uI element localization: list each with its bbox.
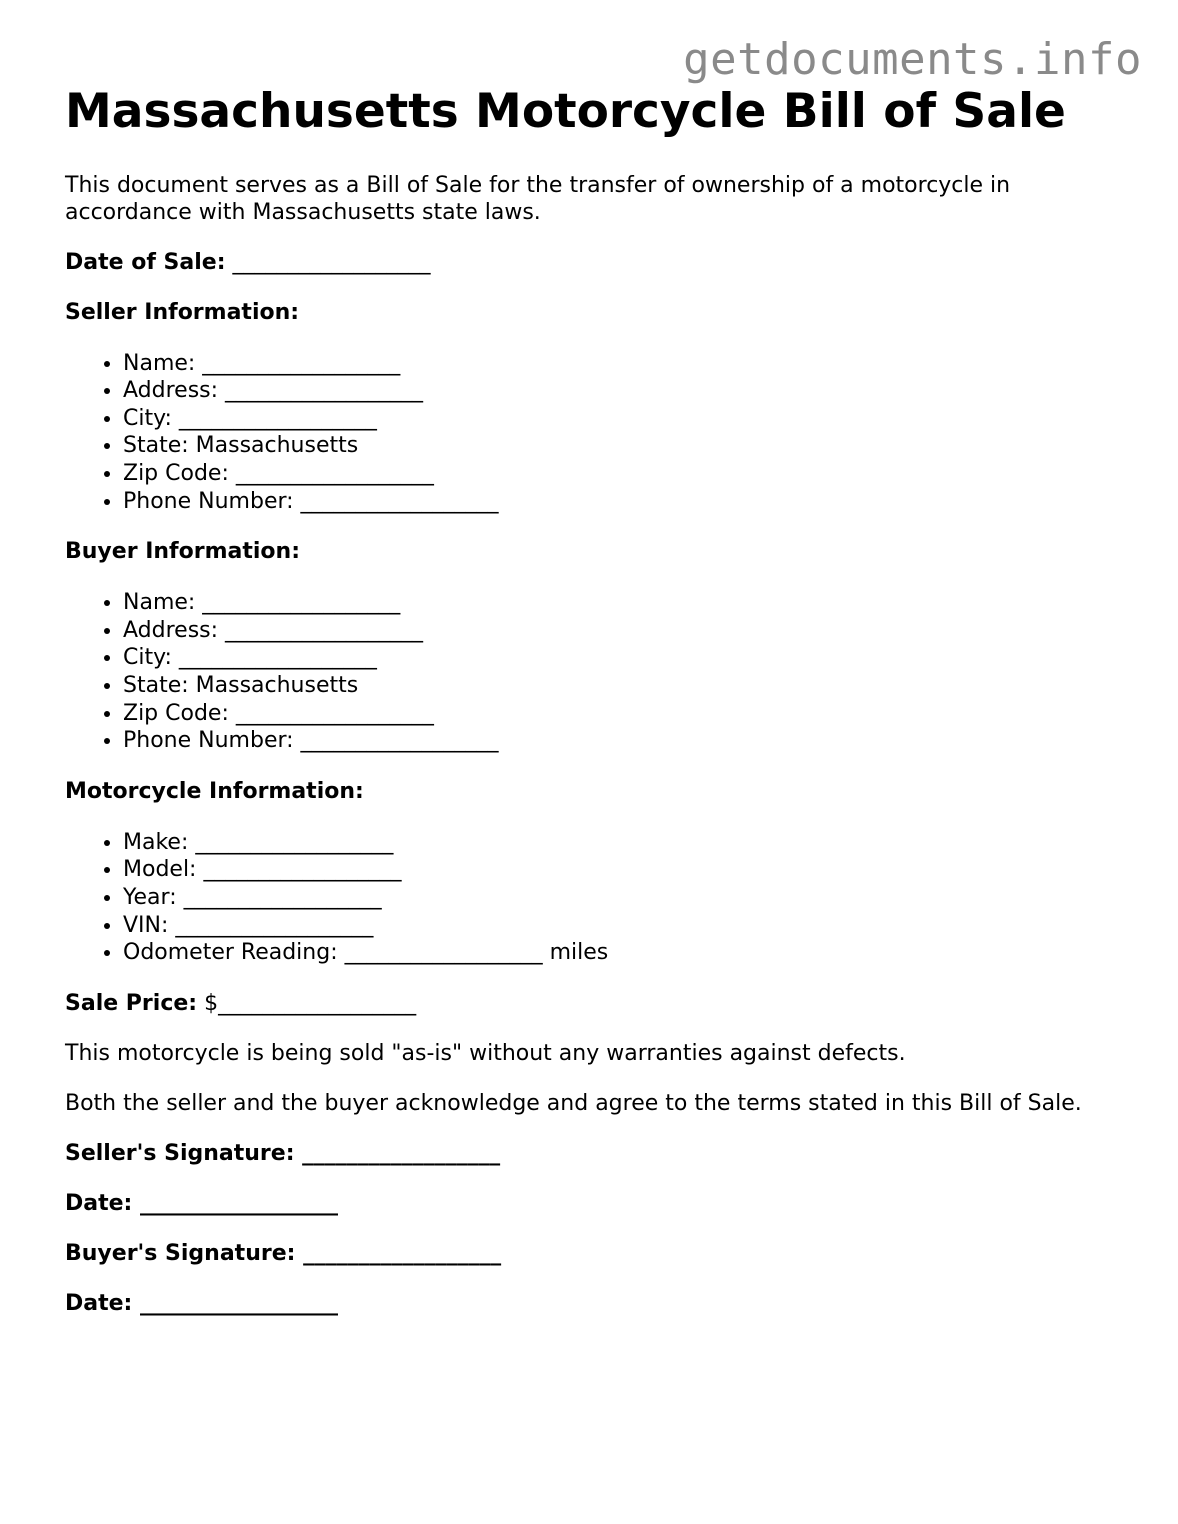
buyer-city-item: • City: __________________ (123, 644, 1125, 672)
buyer-signature-blank: __________________ (303, 1240, 502, 1266)
seller-signature-field (65, 1140, 1125, 1167)
buyer-phone-item: • Phone Number: __________________ (123, 727, 1125, 755)
document-page (65, 86, 1125, 1317)
seller-list (65, 350, 1125, 516)
sale-price-label: Sale Price: (65, 990, 198, 1016)
motorcycle-heading: Motorcycle Information: (65, 778, 364, 804)
buyer-date-field (65, 1290, 1125, 1317)
page-title: Massachusetts Motorcycle Bill of Sale (65, 84, 1066, 139)
buyer-state-item: • State: Massachusetts (123, 672, 1125, 700)
as-is-paragraph: This motorcycle is being sold "as-is" without any warranties against defects. (65, 1040, 906, 1066)
buyer-address-item: • Address: __________________ (123, 617, 1125, 645)
seller-name-item: • Name: __________________ (123, 350, 1125, 378)
buyer-date-label: Date: (65, 1290, 133, 1316)
sale-price-blank: $__________________ (204, 990, 417, 1016)
buyer-name-item: • Name: __________________ (123, 589, 1125, 617)
date-of-sale-blank: __________________ (232, 249, 431, 275)
intro-paragraph: This document serves as a Bill of Sale for the transfer of ownership of a motorcycle in accordance with Massachusetts state laws. (65, 172, 1011, 225)
watermark: getdocuments.info (683, 34, 1142, 85)
motorcycle-list (65, 829, 1125, 967)
seller-heading: Seller Information: (65, 299, 300, 325)
motorcycle-year-item: • Year: __________________ (123, 884, 1125, 912)
seller-zip-item: • Zip Code: __________________ (123, 460, 1125, 488)
buyer-list (65, 589, 1125, 755)
seller-address-item: • Address: __________________ (123, 377, 1125, 405)
seller-signature-label: Seller's Signature: (65, 1140, 295, 1166)
seller-phone-item: • Phone Number: __________________ (123, 488, 1125, 516)
motorcycle-odometer-item: • Odometer Reading: __________________ miles (123, 939, 1125, 967)
date-of-sale-label: Date of Sale: (65, 249, 226, 275)
buyer-date-blank: __________________ (140, 1290, 339, 1316)
date-of-sale-field (65, 249, 1125, 276)
buyer-signature-field (65, 1240, 1125, 1267)
seller-date-field (65, 1190, 1125, 1217)
motorcycle-model-item: • Model: __________________ (123, 856, 1125, 884)
sale-price-field (65, 990, 1125, 1017)
buyer-signature-label: Buyer's Signature: (65, 1240, 296, 1266)
seller-date-label: Date: (65, 1190, 133, 1216)
seller-date-blank: __________________ (140, 1190, 339, 1216)
motorcycle-make-item: • Make: __________________ (123, 829, 1125, 857)
buyer-zip-item: • Zip Code: __________________ (123, 700, 1125, 728)
buyer-heading: Buyer Information: (65, 539, 300, 565)
acknowledgement-paragraph: Both the seller and the buyer acknowledge and agree to the terms stated in this Bill of Sale. (65, 1090, 1082, 1116)
seller-city-item: • City: __________________ (123, 405, 1125, 433)
seller-state-item: • State: Massachusetts (123, 432, 1125, 460)
motorcycle-vin-item: • VIN: __________________ (123, 912, 1125, 940)
seller-signature-blank: __________________ (302, 1140, 501, 1166)
